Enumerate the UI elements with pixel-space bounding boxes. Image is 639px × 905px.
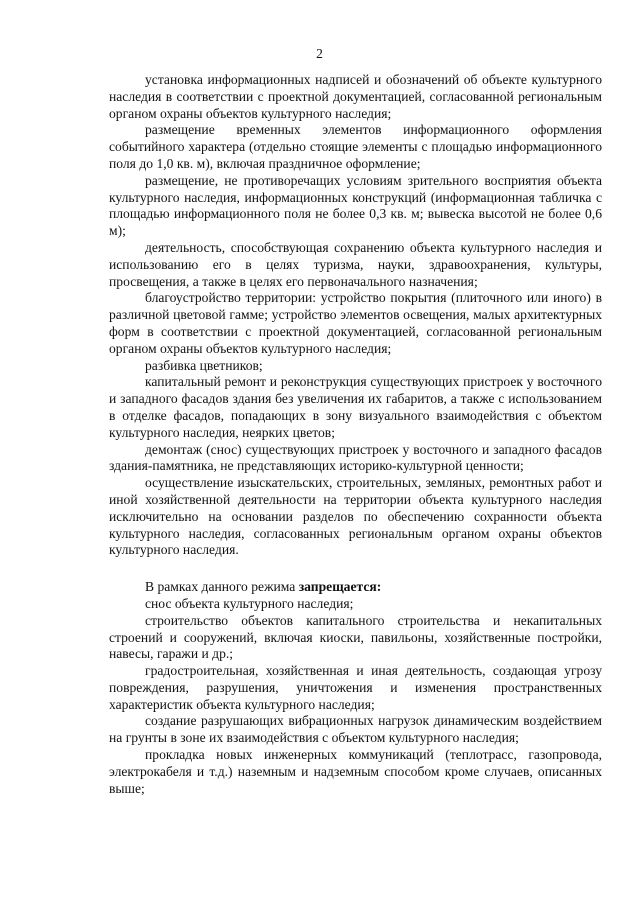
prohibited-item-utilities: прокладка новых инженерных коммуникаций (теплотрасс, газопровода, электрокабеля и т.д.) наземным и надземным способом кроме случаев, описанных выше; <box>109 747 602 796</box>
prohibited-item-vibration: создание разрушающих вибрационных нагрузок динамическим воздействием на грунты в зоне их взаимодействия с объектом культурного наследия; <box>109 713 602 746</box>
document-body <box>109 72 602 797</box>
paragraph-flowerbeds: разбивка цветников; <box>145 357 263 373</box>
paragraph-info-signs: установка информационных надписей и обозначений об объекте культурного наследия в соответствии с проектной документацией, согласованной региональным органом охраны объектов культурного наследия; <box>109 72 602 121</box>
paragraph-temporary-elements: размещение временных элементов информационного оформления событийного характера (отдельно стоящие элементы с площадью информационного поля до 1,0 кв. м), включая праздничное оформление; <box>109 122 602 171</box>
paragraph-capital-repair: капитальный ремонт и реконструкция существующих пристроек у восточного и западного фасадов здания без увеличения их габаритов, а также с использованием в отделке фасадов, попадающих в зону визуального взаимодействия с объектом культурного наследия, неярких цветов; <box>109 374 602 440</box>
prohibited-heading <box>109 579 602 596</box>
prohibited-intro: В рамках данного режима <box>145 579 299 595</box>
prohibited-item-demolition: снос объекта культурного наследия; <box>145 595 354 611</box>
prohibited-item-urban-activity: градостроительная, хозяйственная и иная деятельность, создающая угрозу повреждения, разрушения, уничтожения и изменения пространственных характеристик объекта культурного наследия; <box>109 663 602 712</box>
prohibited-intro-bold: запрещается: <box>298 579 382 595</box>
paragraph-info-structures: размещение, не противоречащих условиям зрительного восприятия объекта культурного наследия, информационных конструкций (информационная табличка с площадью информационного поля не более 0,3 кв. м; вывеска высотой не более 0,6 м); <box>109 172 602 239</box>
paragraph-demolition: демонтаж (снос) существующих пристроек у восточного и западного фасадов здания-памятника, не представляющих историко-культурной ценности; <box>109 441 602 474</box>
prohibited-item-construction: строительство объектов капитального строительства и некапитальных строений и сооружений, включая киоски, павильоны, хозяйственные постройки, навесы, гаражи и др.; <box>109 612 602 662</box>
page-number: 2 <box>316 46 323 61</box>
paragraph-landscaping: благоустройство территории: устройство покрытия (плиточного или иного) в различной цветовой гамме; устройство элементов освещения, малых архитектурных форм в соответствии с проектной документацией, согласованной региональным органом охраны объектов культурного наследия; <box>109 290 602 356</box>
paragraph-survey-works: осуществление изыскательских, строительных, земляных, ремонтных работ и иной хозяйственной деятельности на территории объекта культурного наследия исключительно на основании разделов по обеспечению сохранности объекта культурного наследия, согласованных региональным органом охраны объектов культурного наследия. <box>109 475 602 558</box>
paragraph-preservation-activity: деятельность, способствующая сохранению объекта культурного наследия и использованию его в целях туризма, науки, здравоохранения, культуры, просвещения, а также в целях его первоначального назначения; <box>109 239 602 289</box>
